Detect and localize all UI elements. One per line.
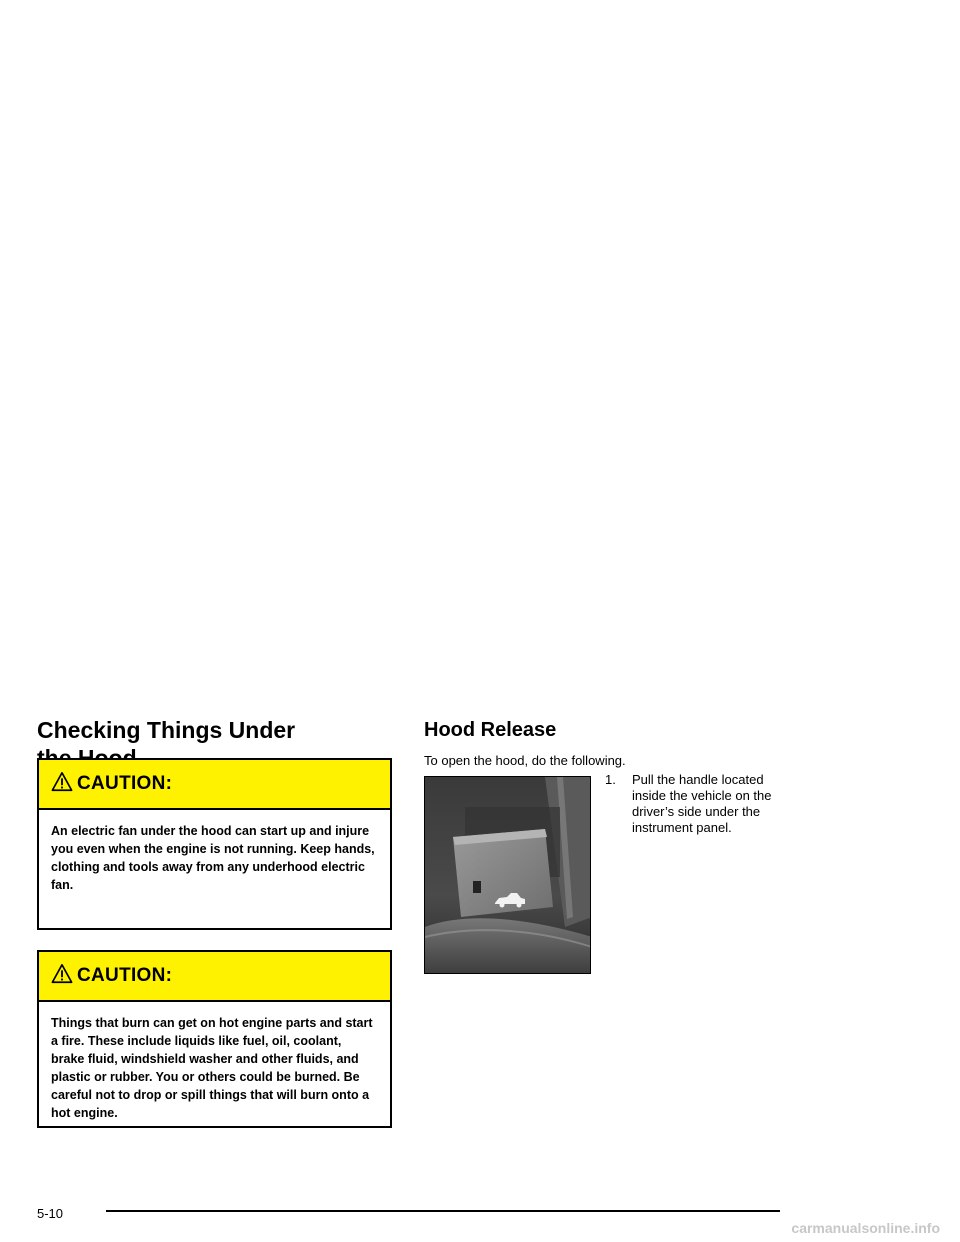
caution-header — [39, 760, 390, 810]
caution-header — [39, 952, 390, 1002]
hood-release-handle-image — [425, 777, 591, 974]
caution-box-fire — [37, 950, 392, 1128]
step-item — [605, 772, 795, 836]
caution-text: Things that burn can get on hot engine parts and start a fire. These include liquids like fuel, oil, coolant, brake fluid, windshield washer and other fluids, and plastic or rubber. You or others could be burned. Be careful not to drop or spill things that will burn onto a hot engine. — [51, 1016, 373, 1120]
hood-release-title: Hood Release — [424, 719, 557, 741]
caution-label: CAUTION: — [77, 773, 173, 794]
hood-release-intro: To open the hood, do the following. — [424, 753, 626, 768]
footer-rule — [106, 1210, 780, 1212]
section-title-line1: Checking Things Under — [37, 717, 296, 743]
watermark: carmanualsonline.info — [791, 1220, 940, 1236]
warning-triangle-icon — [51, 963, 73, 985]
page-number: 5-10 — [37, 1206, 64, 1221]
caution-label: CAUTION: — [77, 965, 173, 986]
warning-triangle-icon — [51, 771, 73, 793]
step-number: 1. — [605, 772, 616, 787]
caution-box-fan — [37, 758, 392, 930]
step-text: Pull the handle located inside the vehicle on the driver’s side under the instrument panel. — [632, 772, 772, 835]
caution-text: An electric fan under the hood can start up and injure you even when the engine is not running. Keep hands, clothing and tools away from any underhood electric fan. — [51, 824, 375, 892]
hood-release-photo — [424, 776, 591, 974]
